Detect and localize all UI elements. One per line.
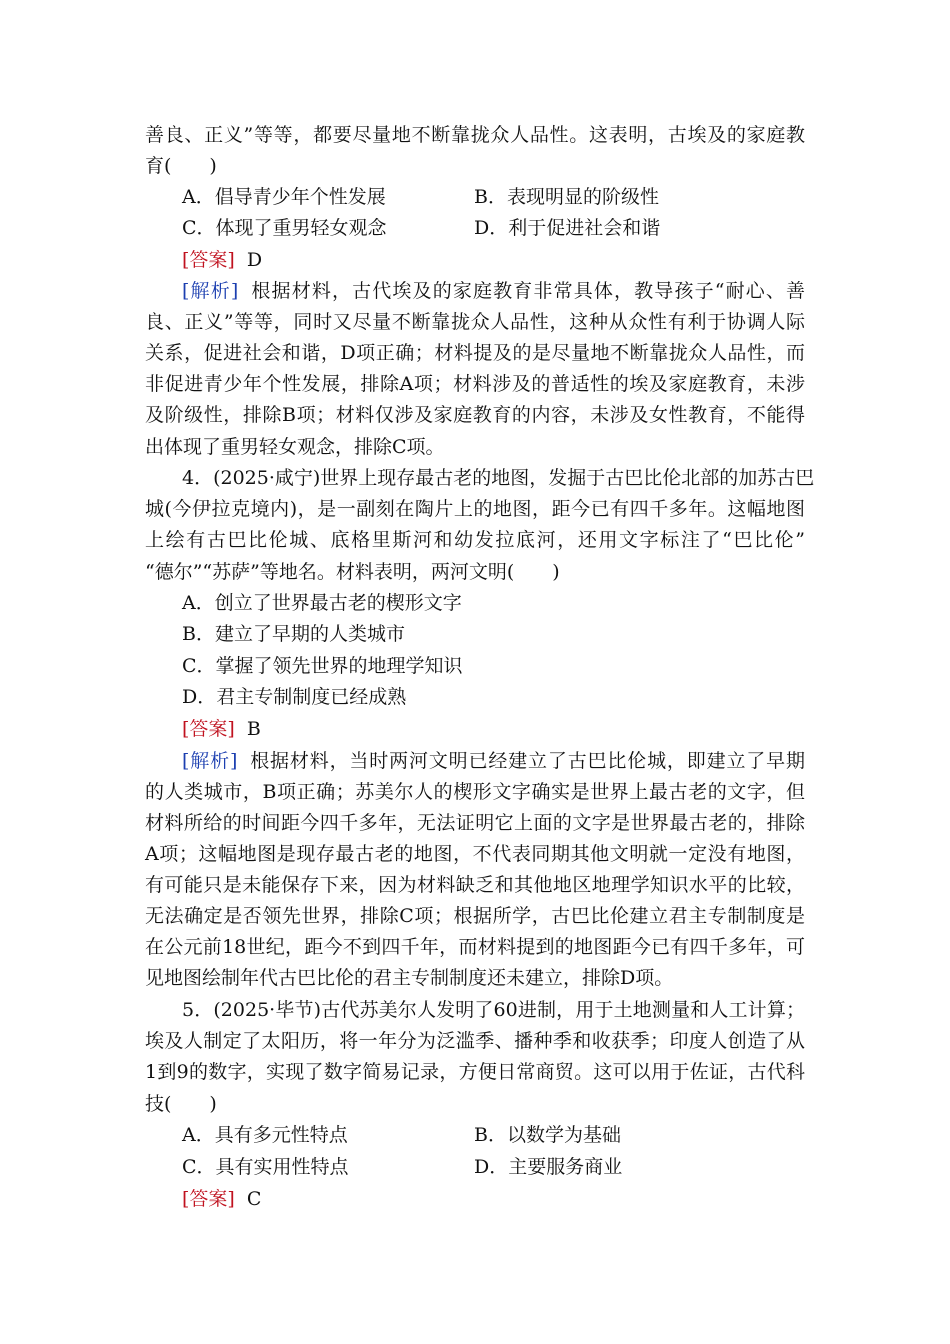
q4-analysis-line-8: 见地图绘制年代古巴比伦的君主专制制度还未建立，排除D项。 — [145, 967, 674, 989]
q5-stem-line-2: 埃及人制定了太阳历，将一年分为泛滥季、播种季和收获季；印度人创造了从 — [145, 1030, 805, 1052]
q3-analysis-line-3: 关系，促进社会和谐，D项正确；材料提及的是尽量地不断靠拢众人品性，而 — [145, 342, 805, 364]
q3-option-c: C．体现了重男轻女观念 — [182, 217, 387, 239]
q3-stem-line-2: 育( ) — [145, 155, 217, 177]
q4-option-a: A．创立了世界最古老的楔形文字 — [182, 592, 462, 614]
q3-analysis-line-6: 出体现了重男轻女观念，排除C项。 — [145, 436, 445, 458]
answer-value: D — [246, 249, 263, 271]
q3-option-row-2 — [182, 213, 805, 243]
q3-answer — [182, 245, 805, 275]
q4-analysis-line-4: A项；这幅地图是现存最古老的地图，不代表同期其他文明就一定没有地图， — [145, 843, 805, 865]
q4-stem-line-4: “德尔”“苏萨”等地名。材料表明，两河文明( ) — [145, 561, 560, 583]
q3-analysis-line-4: 非促进青少年个性发展，排除A项；材料涉及的普适性的埃及家庭教育，未涉 — [145, 373, 805, 395]
q4-analysis-line-3: 材料所给的时间距今四千多年，无法证明它上面的文字是世界最古老的，排除 — [145, 812, 805, 834]
q4-stem-line-1: 4．(2025·咸宁)世界上现存最古老的地图，发掘于古巴比伦北部的加苏古巴 — [182, 467, 815, 489]
answer-tag: [答案] — [182, 718, 235, 740]
q5-option-row-1 — [182, 1120, 805, 1150]
answer-value: B — [246, 718, 261, 740]
q3-analysis-line-5: 及阶级性，排除B项；材料仅涉及家庭教育的内容，未涉及女性教育，不能得 — [145, 404, 805, 426]
q5-stem-line-1: 5．(2025·毕节)古代苏美尔人发明了60进制，用于土地测量和人工计算； — [182, 999, 805, 1021]
q3-option-b: B．表现明显的阶级性 — [474, 186, 659, 208]
q3-option-row-1 — [182, 182, 805, 212]
q5-option-row-2 — [182, 1152, 805, 1182]
answer-tag: [答案] — [182, 249, 235, 271]
q5-stem-line-4: 技( ) — [145, 1093, 217, 1115]
q3-stem-line-1: 善良、正义”等等，都要尽量地不断靠拢众人品性。这表明，古埃及的家庭教 — [145, 124, 805, 146]
analysis-tag: [解析] — [182, 280, 239, 302]
answer-tag: [答案] — [182, 1188, 235, 1210]
q4-analysis-line-1: [解析] 根据材料，当时两河文明已经建立了古巴比伦城，即建立了早期 — [182, 750, 805, 772]
q5-option-c: C．具有实用性特点 — [182, 1156, 349, 1178]
q4-option-c: C．掌握了领先世界的地理学知识 — [182, 655, 463, 677]
q5-option-d: D．主要服务商业 — [474, 1156, 623, 1178]
q5-stem-line-3: 1到9的数字，实现了数字简易记录，方便日常商贸。这可以用于佐证，古代科 — [145, 1061, 805, 1083]
q3-analysis-line-2: 良、正义”等等，同时又尽量不断靠拢众人品性，这种从众性有利于协调人际 — [145, 311, 805, 333]
q3-analysis-line-1: [解析] 根据材料，古代埃及的家庭教育非常具体，教导孩子“耐心、善 — [182, 280, 806, 302]
q4-analysis-line-6: 无法确定是否领先世界，排除C项；根据所学，古巴比伦建立君主专制制度是 — [145, 905, 805, 927]
q5-option-a: A．具有多元性特点 — [182, 1124, 348, 1146]
q3-option-d: D．利于促进社会和谐 — [474, 217, 661, 239]
q4-option-b: B．建立了早期的人类城市 — [182, 623, 405, 645]
q4-answer — [182, 714, 805, 744]
q5-answer — [182, 1184, 805, 1214]
q4-analysis-line-2: 的人类城市，B项正确；苏美尔人的楔形文字确实是世界上最古老的文字，但 — [145, 781, 805, 803]
q4-stem-line-2: 城(今伊拉克境内)，是一副刻在陶片上的地图，距今已有四千多年。这幅地图 — [145, 498, 805, 520]
answer-value: C — [246, 1188, 262, 1210]
analysis-tag: [解析] — [182, 750, 238, 772]
q4-option-d: D．君主专制制度已经成熟 — [182, 686, 407, 708]
q5-option-b: B．以数学为基础 — [474, 1124, 621, 1146]
q4-analysis-line-5: 有可能只是未能保存下来，因为材料缺乏和其他地区地理学知识水平的比较， — [145, 874, 805, 896]
q3-option-a: A．倡导青少年个性发展 — [182, 186, 386, 208]
q4-analysis-line-7: 在公元前18世纪，距今不到四千年，而材料提到的地图距今已有四千多年，可 — [145, 936, 805, 958]
q4-stem-line-3: 上绘有古巴比伦城、底格里斯河和幼发拉底河，还用文字标注了“巴比伦” — [145, 529, 805, 551]
